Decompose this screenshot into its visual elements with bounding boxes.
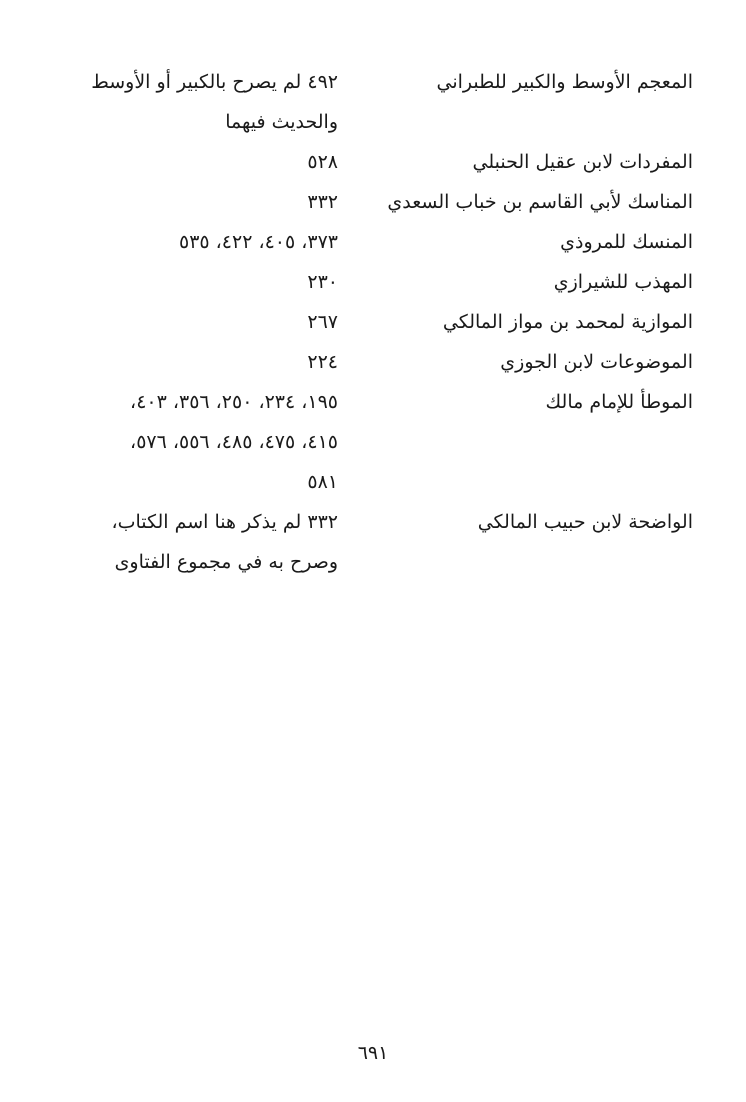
page-references: ٢٣٠ xyxy=(307,271,338,293)
bibliography-entry xyxy=(0,342,746,382)
book-title: المهذب للشيرازي xyxy=(553,271,693,293)
entry-line xyxy=(0,302,746,342)
page-references: ١٩٥، ٢٣٤، ٢٥٠، ٣٥٦، ٤٠٣، xyxy=(130,391,338,413)
bibliography-entry xyxy=(0,262,746,302)
book-title: المنسك للمروذي xyxy=(560,231,693,253)
entry-line xyxy=(0,182,746,222)
bibliography-list xyxy=(0,62,746,582)
page-references: وصرح به في مجموع الفتاوى xyxy=(114,551,338,573)
page-number: ٦٩١ xyxy=(357,1042,389,1064)
book-title: الموازية لمحمد بن مواز المالكي xyxy=(442,311,693,333)
bibliography-entry xyxy=(0,382,746,502)
entry-line xyxy=(0,102,746,142)
entry-line xyxy=(0,542,746,582)
book-title: الموطأ للإمام مالك xyxy=(545,391,693,413)
page-references: ٥٢٨ xyxy=(307,151,338,173)
entry-line xyxy=(0,342,746,382)
entry-line xyxy=(0,462,746,502)
page-references: ٣٣٢ xyxy=(307,191,338,213)
book-title: الموضوعات لابن الجوزي xyxy=(500,351,693,373)
entry-line xyxy=(0,142,746,182)
bibliography-entry xyxy=(0,182,746,222)
page-references: ٥٨١ xyxy=(307,471,338,493)
book-title: المعجم الأوسط والكبير للطبراني xyxy=(436,71,693,93)
bibliography-entry xyxy=(0,502,746,582)
page-references: ٤٩٢ لم يصرح بالكبير أو الأوسط xyxy=(91,71,338,93)
bibliography-entry xyxy=(0,142,746,182)
page-references: ٢٢٤ xyxy=(307,351,338,373)
page-references: والحديث فيهما xyxy=(225,111,338,133)
entry-line xyxy=(0,422,746,462)
book-title: المناسك لأبي القاسم بن خباب السعدي xyxy=(387,191,693,213)
entry-line xyxy=(0,262,746,302)
bibliography-entry xyxy=(0,222,746,262)
page-references: ٣٣٢ لم يذكر هنا اسم الكتاب، xyxy=(111,511,338,533)
page-references: ٢٦٧ xyxy=(307,311,338,333)
book-title: الواضحة لابن حبيب المالكي xyxy=(477,511,693,533)
entry-line xyxy=(0,62,746,102)
entry-line xyxy=(0,222,746,262)
page-references: ٤١٥، ٤٧٥، ٤٨٥، ٥٥٦، ٥٧٦، xyxy=(130,431,338,453)
entry-line xyxy=(0,382,746,422)
book-title: المفردات لابن عقيل الحنبلي xyxy=(472,151,693,173)
bibliography-entry xyxy=(0,302,746,342)
page-references: ٣٧٣، ٤٠٥، ٤٢٢، ٥٣٥ xyxy=(178,231,338,253)
bibliography-entry xyxy=(0,62,746,142)
entry-line xyxy=(0,502,746,542)
